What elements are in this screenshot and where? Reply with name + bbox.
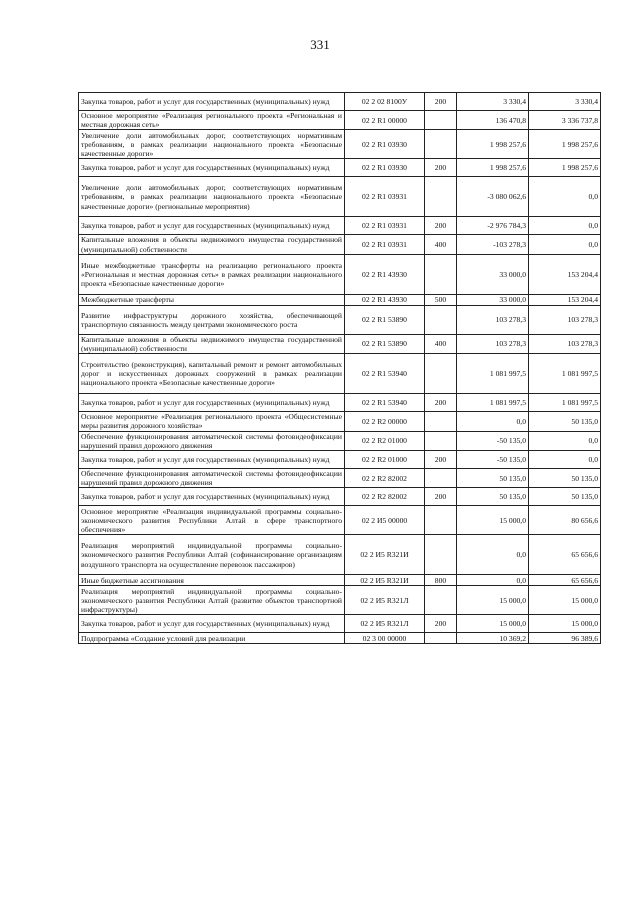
row-value-2: 1 081 997,5	[529, 354, 601, 394]
table-row	[79, 488, 601, 506]
row-value-1: 0,0	[457, 535, 529, 575]
row-code: 02 2 R2 82002	[345, 488, 425, 506]
row-value-1: 15 000,0	[457, 615, 529, 633]
row-expense-type	[425, 254, 457, 294]
row-code: 02 2 R1 53890	[345, 334, 425, 353]
row-code: 02 2 И5 00000	[345, 506, 425, 535]
row-value-2: 1 081 997,5	[529, 394, 601, 412]
row-code: 02 2 R2 82002	[345, 469, 425, 488]
table-row	[79, 575, 601, 586]
row-value-1: 103 278,3	[457, 305, 529, 334]
row-value-1: 15 000,0	[457, 506, 529, 535]
row-value-2: 50 135,0	[529, 488, 601, 506]
row-value-2: 103 278,3	[529, 305, 601, 334]
row-expense-type	[425, 535, 457, 575]
table-row	[79, 305, 601, 334]
row-value-1: 0,0	[457, 412, 529, 431]
table-row	[79, 294, 601, 305]
row-value-1: -103 278,3	[457, 235, 529, 254]
row-code: 02 2 R1 43930	[345, 294, 425, 305]
row-expense-type: 200	[425, 93, 457, 111]
row-expense-type: 200	[425, 159, 457, 177]
row-value-2: 153 204,4	[529, 294, 601, 305]
row-name: Реализация мероприятий индивидуальной программы социально-экономического развития Республики Алтай (софинансирование организациям воздушного транспорта на осуществление перевозок пассажиров)	[79, 535, 345, 575]
row-expense-type: 800	[425, 575, 457, 586]
row-value-2: 1 998 257,6	[529, 130, 601, 159]
row-expense-type: 200	[425, 615, 457, 633]
table-row	[79, 177, 601, 217]
table-row	[79, 159, 601, 177]
row-code: 02 2 И5 R321Л	[345, 615, 425, 633]
row-value-1: 1 081 997,5	[457, 354, 529, 394]
row-expense-type: 200	[425, 488, 457, 506]
row-name: Увеличение доли автомобильных дорог, соответствующих нормативным требованиям, в рамках реализации национального проекта «Безопасные качественные дороги»	[79, 130, 345, 159]
row-expense-type: 400	[425, 334, 457, 353]
row-value-2: 153 204,4	[529, 254, 601, 294]
row-code: 02 2 R1 03931	[345, 235, 425, 254]
row-expense-type	[425, 633, 457, 644]
row-expense-type: 400	[425, 235, 457, 254]
row-value-1: 50 135,0	[457, 469, 529, 488]
table-row	[79, 615, 601, 633]
row-name: Капитальные вложения в объекты недвижимого имущества государственной (муниципальной) собственности	[79, 235, 345, 254]
row-value-2: 0,0	[529, 217, 601, 235]
table-row	[79, 93, 601, 111]
row-name: Закупка товаров, работ и услуг для государственных (муниципальных) нужд	[79, 93, 345, 111]
table-row	[79, 334, 601, 353]
table-row	[79, 235, 601, 254]
row-expense-type	[425, 354, 457, 394]
table-row	[79, 412, 601, 431]
budget-table	[78, 92, 601, 644]
row-name: Капитальные вложения в объекты недвижимого имущества государственной (муниципальной) собственности	[79, 334, 345, 353]
row-value-1: 0,0	[457, 575, 529, 586]
row-value-1: 1 998 257,6	[457, 159, 529, 177]
row-value-1: -2 976 784,3	[457, 217, 529, 235]
row-value-1: -3 080 062,6	[457, 177, 529, 217]
row-name: Основное мероприятие «Реализация регионального проекта «Региональная и местная дорожная сеть»	[79, 111, 345, 130]
table-row	[79, 535, 601, 575]
table-row	[79, 586, 601, 615]
row-value-1: 103 278,3	[457, 334, 529, 353]
table-row	[79, 451, 601, 469]
row-expense-type	[425, 586, 457, 615]
table-row	[79, 111, 601, 130]
row-code: 02 2 R1 43930	[345, 254, 425, 294]
row-value-1: 1 998 257,6	[457, 130, 529, 159]
table-row	[79, 254, 601, 294]
row-name: Закупка товаров, работ и услуг для государственных (муниципальных) нужд	[79, 615, 345, 633]
row-name: Основное мероприятие «Реализация индивидуальной программы социально-экономического развития Республики Алтай в сфере транспортного обеспечения»	[79, 506, 345, 535]
row-value-2: 15 000,0	[529, 615, 601, 633]
page-number: 331	[310, 37, 330, 52]
row-code: 02 2 02 8100У	[345, 93, 425, 111]
table-row	[79, 130, 601, 159]
row-code: 02 2 R2 00000	[345, 412, 425, 431]
row-name: Иные бюджетные ассигнования	[79, 575, 345, 586]
row-expense-type	[425, 305, 457, 334]
row-name: Закупка товаров, работ и услуг для государственных (муниципальных) нужд	[79, 217, 345, 235]
row-value-2: 0,0	[529, 177, 601, 217]
row-expense-type	[425, 177, 457, 217]
table-row	[79, 394, 601, 412]
row-value-2: 80 656,6	[529, 506, 601, 535]
budget-table-body	[79, 93, 601, 644]
row-name: Обеспечение функционирования автоматической системы фотовидеофиксации нарушений правил дорожного движения	[79, 431, 345, 450]
row-value-2: 103 278,3	[529, 334, 601, 353]
row-name: Иные межбюджетные трансферты на реализацию регионального проекта «Региональная и местная дорожная сеть» в рамках реализации национального проекта «Безопасные качественные дороги»	[79, 254, 345, 294]
row-expense-type	[425, 412, 457, 431]
row-code: 02 2 И5 R321И	[345, 535, 425, 575]
row-name: Закупка товаров, работ и услуг для государственных (муниципальных) нужд	[79, 488, 345, 506]
row-name: Реализация мероприятий индивидуальной программы социально-экономического развития Республики Алтай (развитие объектов транспортной инфраструктуры)	[79, 586, 345, 615]
row-code: 02 2 R1 03930	[345, 130, 425, 159]
row-value-2: 1 998 257,6	[529, 159, 601, 177]
row-name: Строительство (реконструкция), капитальный ремонт и ремонт автомобильных дорог и искусственных дорожных сооружений в рамках реализации национального проекта «Безопасные качественные дороги»	[79, 354, 345, 394]
table-row	[79, 354, 601, 394]
row-value-2: 15 000,0	[529, 586, 601, 615]
row-code: 02 2 И5 R321И	[345, 575, 425, 586]
row-code: 02 2 R2 01000	[345, 451, 425, 469]
table-row	[79, 506, 601, 535]
row-code: 02 2 R2 01000	[345, 431, 425, 450]
row-expense-type	[425, 506, 457, 535]
row-value-1: -50 135,0	[457, 451, 529, 469]
row-expense-type: 200	[425, 451, 457, 469]
table-row	[79, 217, 601, 235]
row-value-2: 96 389,6	[529, 633, 601, 644]
row-name: Увеличение доли автомобильных дорог, соответствующих нормативным требованиям, в рамках реализации национального проекта «Безопасные качественные дороги» (региональные мероприятия)	[79, 177, 345, 217]
row-value-1: 3 330,4	[457, 93, 529, 111]
row-name: Закупка товаров, работ и услуг для государственных (муниципальных) нужд	[79, 451, 345, 469]
row-code: 02 2 R1 00000	[345, 111, 425, 130]
row-value-1: 33 000,0	[457, 254, 529, 294]
row-value-2: 65 656,6	[529, 535, 601, 575]
row-value-1: 50 135,0	[457, 488, 529, 506]
row-expense-type	[425, 469, 457, 488]
row-expense-type	[425, 130, 457, 159]
row-code: 02 2 R1 53890	[345, 305, 425, 334]
row-code: 02 2 R1 53940	[345, 394, 425, 412]
row-name: Межбюджетные трансферты	[79, 294, 345, 305]
row-value-1: 136 470,8	[457, 111, 529, 130]
row-value-1: -50 135,0	[457, 431, 529, 450]
row-name: Основное мероприятие «Реализация регионального проекта «Общесистемные меры развития дорожного хозяйства»	[79, 412, 345, 431]
row-name: Закупка товаров, работ и услуг для государственных (муниципальных) нужд	[79, 394, 345, 412]
row-value-2: 50 135,0	[529, 469, 601, 488]
row-code: 02 2 R1 53940	[345, 354, 425, 394]
row-value-2: 0,0	[529, 431, 601, 450]
table-row	[79, 431, 601, 450]
row-value-1: 10 369,2	[457, 633, 529, 644]
row-code: 02 2 R1 03931	[345, 217, 425, 235]
row-value-1: 15 000,0	[457, 586, 529, 615]
row-code: 02 3 00 00000	[345, 633, 425, 644]
row-expense-type: 200	[425, 217, 457, 235]
row-value-2: 50 135,0	[529, 412, 601, 431]
table-row	[79, 469, 601, 488]
row-value-2: 0,0	[529, 451, 601, 469]
row-expense-type: 200	[425, 394, 457, 412]
row-code: 02 2 И5 R321Л	[345, 586, 425, 615]
row-expense-type	[425, 431, 457, 450]
row-name: Подпрограмма «Создание условий для реализации	[79, 633, 345, 644]
row-value-2: 65 656,6	[529, 575, 601, 586]
row-code: 02 2 R1 03931	[345, 177, 425, 217]
row-value-1: 33 000,0	[457, 294, 529, 305]
row-name: Обеспечение функционирования автоматической системы фотовидеофиксации нарушений правил дорожного движения	[79, 469, 345, 488]
row-value-2: 3 330,4	[529, 93, 601, 111]
row-value-1: 1 081 997,5	[457, 394, 529, 412]
table-row	[79, 633, 601, 644]
row-name: Развитие инфраструктуры дорожного хозяйства, обеспечивающей транспортную связанность между центрами экономического роста	[79, 305, 345, 334]
row-code: 02 2 R1 03930	[345, 159, 425, 177]
row-value-2: 3 336 737,8	[529, 111, 601, 130]
row-name: Закупка товаров, работ и услуг для государственных (муниципальных) нужд	[79, 159, 345, 177]
row-value-2: 0,0	[529, 235, 601, 254]
row-expense-type: 500	[425, 294, 457, 305]
row-expense-type	[425, 111, 457, 130]
